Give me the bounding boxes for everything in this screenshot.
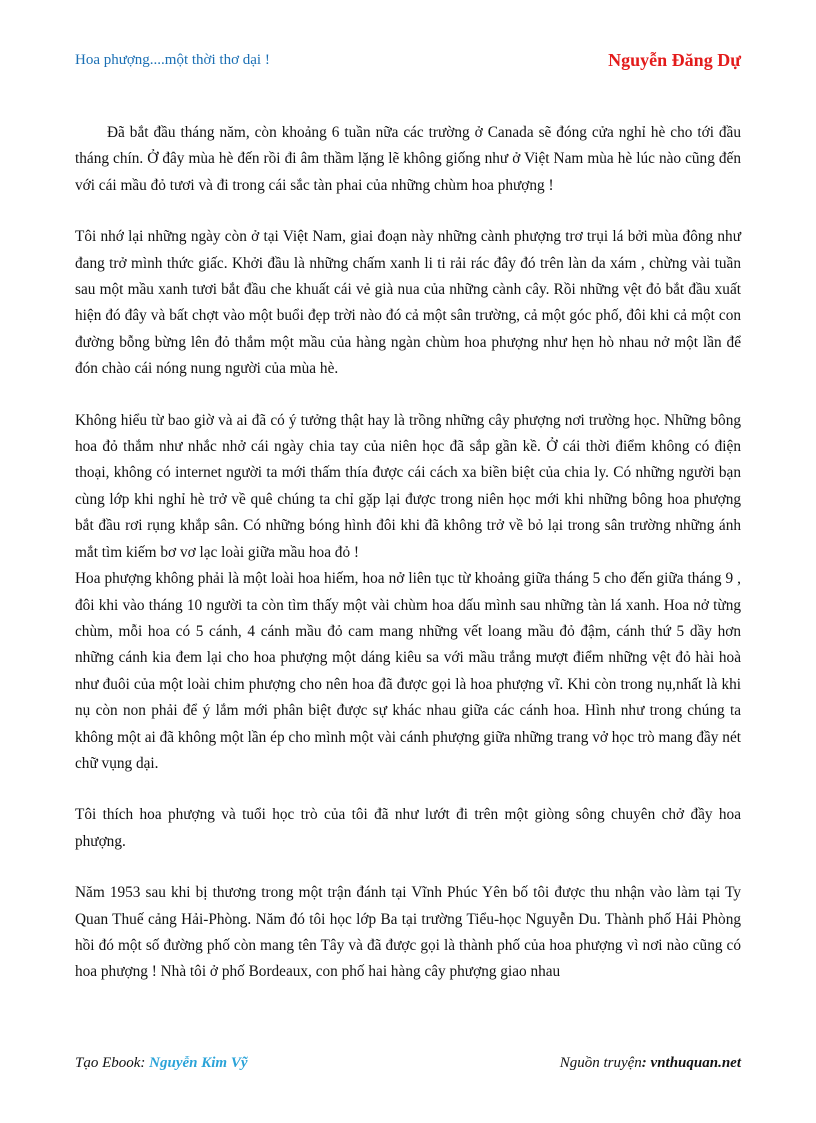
source-site-link[interactable]: vnthuquan.net [650,1055,741,1071]
source-credit [560,1055,741,1072]
paragraph: Đã bắt đầu tháng năm, còn khoảng 6 tuần nữa các trường ở Canada sẽ đóng cửa nghỉ hè cho tới đầu tháng chín. Ở đây mùa hè đến rồi đi âm thầm lặng lẽ không giống như ở Việt Nam mùa hè lúc nào cũng đến với cái mầu đỏ tươi và đi trong cái sắc tàn phai của những chùm hoa phượng ! [75,124,741,194]
ebook-credit-separator: : [140,1055,150,1071]
page-footer [75,1055,741,1077]
paragraph: Năm 1953 sau khi bị thương trong một trận đánh tại Vĩnh Phúc Yên bố tôi được thu nhận vào làm tại Ty Quan Thuế cảng Hải-Phòng. Năm đó tôi học lớp Ba tại trường Tiểu-học Nguyễn Du. Thành phố Hải Phòng hồi đó một số đường phố còn mang tên Tây và đã được gọi là thành phố của hoa phượng vì nơi nào cũng có hoa phượng ! Nhà tôi ở phố Bordeaux, con phố hai hàng cây phượng giao nhau [75,884,741,981]
paragraph: Tôi nhớ lại những ngày còn ở tại Việt Nam, giai đoạn này những cành phượng trơ trụi lá bởi mùa đông như đang trở mình thức giấc. Khởi đầu là những chấm xanh li ti rải rác đây đó trên làn da xám , chừng vài tuần sau một mầu xanh tươi bắt đầu che khuất cái vẻ già nua của những cành cây. Rồi những vệt đỏ bắt đầu xuất hiện đó đây và bất chợt vào một buổi đẹp trời nào đó cả một sân trường, cả một góc phố, đôi khi cả một con đường bỗng bừng lên đỏ thắm một mầu của hàng ngàn chùm hoa phượng như hẹn hò nhau nở một lần để đón chào cái nóng nung người của mùa hè. [75,228,741,378]
document-title: Hoa phượng....một thời thơ dại ! [75,52,270,68]
author-name: Nguyễn Đăng Dự [608,50,741,70]
ebook-credit [75,1055,248,1072]
paragraph: Hoa phượng không phải là một loài hoa hiếm, hoa nở liên tục từ khoảng giữa tháng 5 cho đến giữa tháng 9 , đôi khi vào tháng 10 người ta còn tìm thấy một vài chùm hoa dấu mình sau những tàn lá xanh. Hoa nở từng chùm, mỗi hoa có 5 cánh, 4 cánh mầu đỏ cam mang những vết loang mầu đỏ đậm, cánh thứ 5 dầy hơn những cánh kia đem lại cho hoa phượng một dáng kiêu sa với mầu trắng mượt điểm những vệt đỏ hài hoà như đuôi của một loài chim phượng cho nên hoa đã được gọi là hoa phượng vĩ. Khi còn trong nụ,nhất là khi nụ còn non phải để ý lắm mới phân biệt được sự khác nhau giữa các cánh hoa. Hình như trong chúng ta không một ai đã không một lần ép cho mình một vài cánh phượng giữa những trang vở học trò mang đầy nét chữ vụng dại. [75,570,741,772]
page-header [75,50,741,74]
paragraph: Không hiểu từ bao giờ và ai đã có ý tưởng thật hay là trồng những cây phượng nơi trường học. Những bông hoa đỏ thắm như nhắc nhở cái ngày chia tay của niên học đã sắp gần kề. Ở cái thời điểm không có điện thoại, không có internet người ta mới thấm thía được cái cách xa biền biệt của chia ly. Có những người bạn cùng lớp khi nghỉ hè trở về quê chúng ta chỉ gặp lại được trong niên học mới khi những bông hoa phượng bắt đầu rơi rụng khắp sân. Có những bóng hình đôi khi đã không trở về bỏ lại trong sân trường những ánh mắt tìm kiếm bơ vơ lạc loài giữa mầu hoa đỏ ! [75,411,741,561]
ebook-credit-label: Tạo Ebook [75,1055,141,1071]
paragraph: Tôi thích hoa phượng và tuổi học trò của tôi đã như lướt đi trên một giòng sông chuyên chở đầy hoa phượng. [75,806,741,850]
document-body [75,120,741,986]
source-credit-separator: : [641,1055,651,1071]
ebook-creator-name: Nguyễn Kim Vỹ [149,1055,248,1071]
source-credit-label: Nguồn truyện [559,1055,642,1071]
